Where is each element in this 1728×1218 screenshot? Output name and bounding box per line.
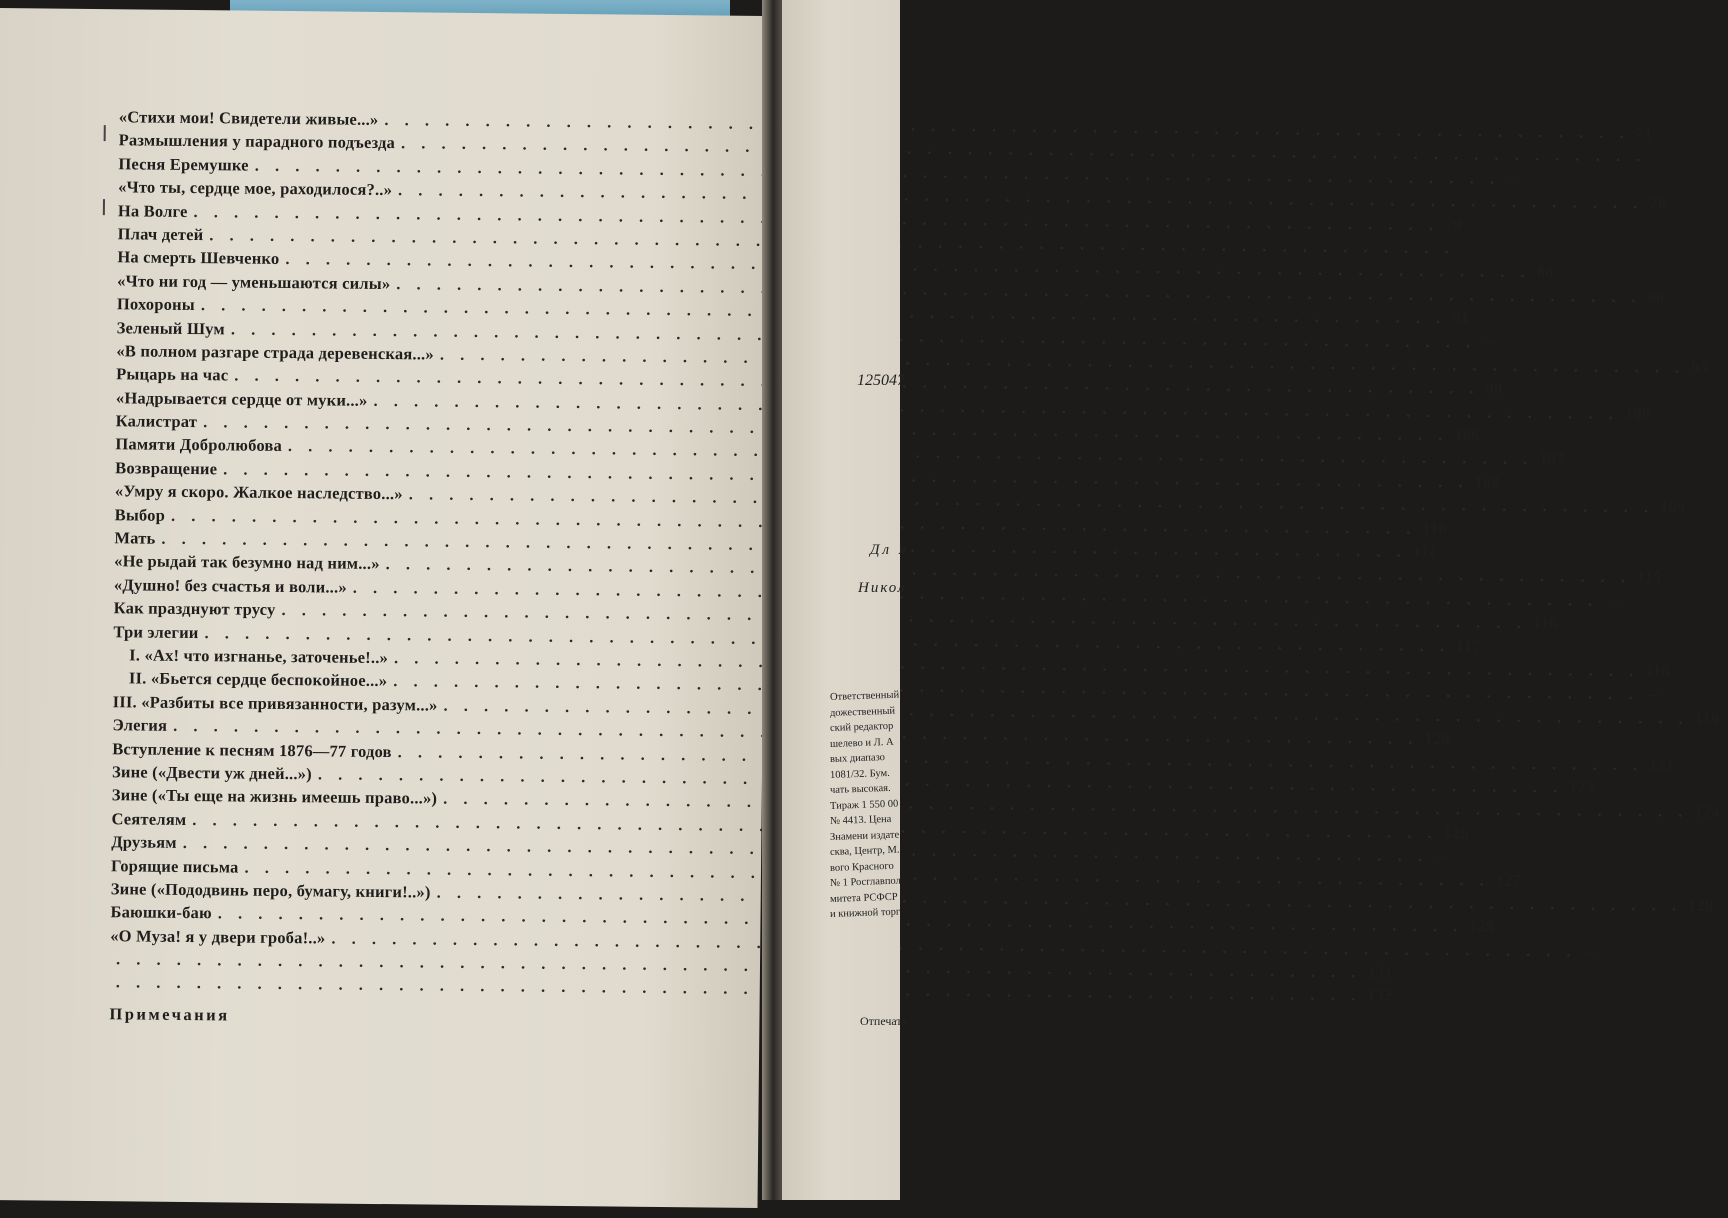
- imprint-heading: Дл я: [870, 542, 909, 558]
- pencil-mark-icon: [103, 199, 105, 215]
- toc-entry-page: 120: [1424, 729, 1450, 749]
- toc-entry-page: 123: [1569, 777, 1595, 797]
- imprint-line: № 4413. Цена: [829, 813, 892, 827]
- toc-entry-title: Друзьям: [111, 832, 177, 853]
- toc-entry-page: 100: [1624, 403, 1651, 423]
- toc-entry-page: 119: [1694, 708, 1720, 728]
- toc-entry-page: 79: [1444, 214, 1462, 234]
- toc-entry-title: Баюшки-баю: [110, 902, 212, 923]
- toc-entry-page: 107: [1539, 449, 1565, 469]
- imprint-line: шелево и Л. А: [829, 736, 894, 750]
- toc-entry-title: Элегия: [112, 715, 168, 735]
- toc-entry-page: 106: [1454, 425, 1480, 445]
- toc-entry-title: На смерть Шевченко: [117, 247, 280, 269]
- toc-entry-title: «Что ни год — уменьшаются силы»: [117, 270, 391, 293]
- toc-entry-title: I. «Ах! что изгнанье, заточенье!..»: [129, 645, 389, 668]
- toc-entry-page: 95: [1691, 357, 1709, 377]
- toc-entry-page: 71: [1635, 123, 1653, 143]
- toc-entry-title: Зине («Ты еще на жизнь имеешь право...»): [111, 785, 438, 808]
- toc-entry-page: 126: [1443, 822, 1470, 843]
- toc-entry-title: Как празднуют трусу: [113, 598, 276, 620]
- toc-entry-page: —: [1482, 332, 1499, 352]
- toc-entry-page: 111: [1412, 541, 1437, 562]
- toc-entry-title: Примечания: [109, 1004, 230, 1025]
- toc-entry-title: «Надрывается сердце от муки...»: [115, 387, 368, 410]
- toc-entry-page: —: [1505, 168, 1523, 188]
- toc-entry-title: Сеятелям: [111, 808, 187, 829]
- book-gutter: [762, 0, 784, 1200]
- toc-entry-page: 90: [1647, 287, 1665, 307]
- toc-entry-title: III. «Разбиты все привязанности, разум...»: [112, 691, 438, 715]
- toc-entry-title: Зине («Пододвинь перо, бумагу, книги!..»): [110, 879, 431, 902]
- toc-entry-page: 110: [1422, 518, 1447, 538]
- toc-entry-page: —: [1433, 846, 1451, 866]
- toc-entry-title: Песня Еремушке: [118, 154, 249, 175]
- toc-entry-page: 109: [1659, 497, 1686, 517]
- toc-entry-page: 88: [1536, 262, 1554, 282]
- imprint-block: [830, 690, 901, 923]
- toc-entry-title: Вступление к песням 1876—77 годов: [112, 738, 392, 761]
- toc-entry-title: Зеленый Шум: [116, 317, 225, 338]
- pencil-mark-icon: [104, 125, 106, 141]
- toc-entry-page: 117: [1455, 635, 1481, 656]
- toc-entry-page: 128: [1687, 895, 1714, 915]
- toc-entry-title: Горящие письма: [110, 855, 239, 877]
- toc-entry-page: —: [1604, 590, 1621, 610]
- imprint-line: дожественный: [829, 705, 896, 719]
- toc-entry-page: 108: [1474, 472, 1500, 492]
- imprint-line: Знамени издате: [829, 829, 900, 843]
- imprint-line: № 1 Росглавпол: [829, 875, 902, 889]
- toc-entry-title: Плач детей: [117, 224, 204, 245]
- imprint-line: и книжной торг: [829, 906, 901, 920]
- imprint-line: Тираж 1 550 00: [829, 798, 899, 812]
- toc-entry-page: —: [1582, 941, 1600, 961]
- toc-entry-title: «Что ты, сердце мое, раходилося?..»: [118, 177, 393, 200]
- toc-entry-title: «Не рыдай так безумно над ним...»: [114, 551, 380, 574]
- right-page: [782, 0, 909, 1200]
- toc-entry-page: 124: [1694, 802, 1720, 822]
- toc-entry-page: 127: [1495, 870, 1522, 890]
- imprint-line: чать высокая.: [829, 782, 891, 796]
- toc-entry-title: Калистрат: [115, 411, 198, 432]
- toc-entry-title: Памяти Добролюбова: [115, 434, 283, 456]
- toc-entry-page: 129: [1469, 916, 1495, 936]
- toc-entry-title: Рыцарь на час: [116, 364, 229, 385]
- toc-entry-page: 76: [1649, 193, 1667, 213]
- toc-entry-page: 121: [1648, 754, 1675, 775]
- toc-entry-page: 115: [1636, 567, 1662, 587]
- toc-entry-title: II. «Бьется сердце беспокойное...»: [128, 668, 388, 691]
- toc-entry-page: 118: [1645, 661, 1670, 681]
- toc-entry-page: 98: [1485, 378, 1503, 399]
- toc-entry-title: На Волге: [117, 200, 188, 221]
- imprint-line: вого Красного: [829, 860, 894, 874]
- toc-entry-page: 131: [1367, 962, 1393, 982]
- imprint-line: Ответственный: [829, 689, 900, 703]
- imprint-line: сква, Центр, М.: [829, 844, 900, 858]
- toc-entry-title: Размышления у парадного подъезда: [118, 130, 396, 153]
- toc-entry-title: Мать: [114, 528, 156, 548]
- toc-entry-title: Три элегии: [113, 621, 199, 642]
- imprint-footer: Отпечата: [860, 1014, 908, 1028]
- toc-entry-page: —: [1644, 684, 1662, 704]
- toc-entry-title: «О Муза! я у двери гроба!..»: [110, 925, 326, 948]
- imprint-line: вых диапазо: [829, 752, 886, 765]
- toc-entry-title: «Душно! без счастья и воли...»: [113, 575, 347, 597]
- toc-entry-page: 116: [1532, 613, 1558, 633]
- toc-entry-title: «Стихи мои! Свидетели живые...»: [118, 107, 379, 129]
- toc-entry-page: 132: [1367, 985, 1393, 1006]
- toc-entry-title: «Умру я скоро. Жалкое наследство...»: [114, 481, 403, 504]
- toc-entry-title: Похороны: [116, 294, 195, 315]
- toc-entry-page: 91: [1452, 308, 1470, 328]
- toc-entry-title: Выбор: [114, 504, 166, 525]
- toc-entry-title: Зине («Двести уж дней...»): [111, 762, 312, 784]
- order-number: 125047: [857, 372, 905, 389]
- imprint-line: ский редактор: [829, 720, 894, 734]
- toc-entry-notes: [109, 1002, 629, 1031]
- imprint-line: 1081/32. Бум.: [829, 767, 890, 781]
- toc-entry-title: Возвращение: [115, 458, 218, 479]
- toc-entry-title: «В полном разгаре страда деревенская...»: [116, 341, 434, 364]
- author-name: Никол: [858, 580, 907, 596]
- imprint-line: митета РСФСР: [829, 891, 898, 905]
